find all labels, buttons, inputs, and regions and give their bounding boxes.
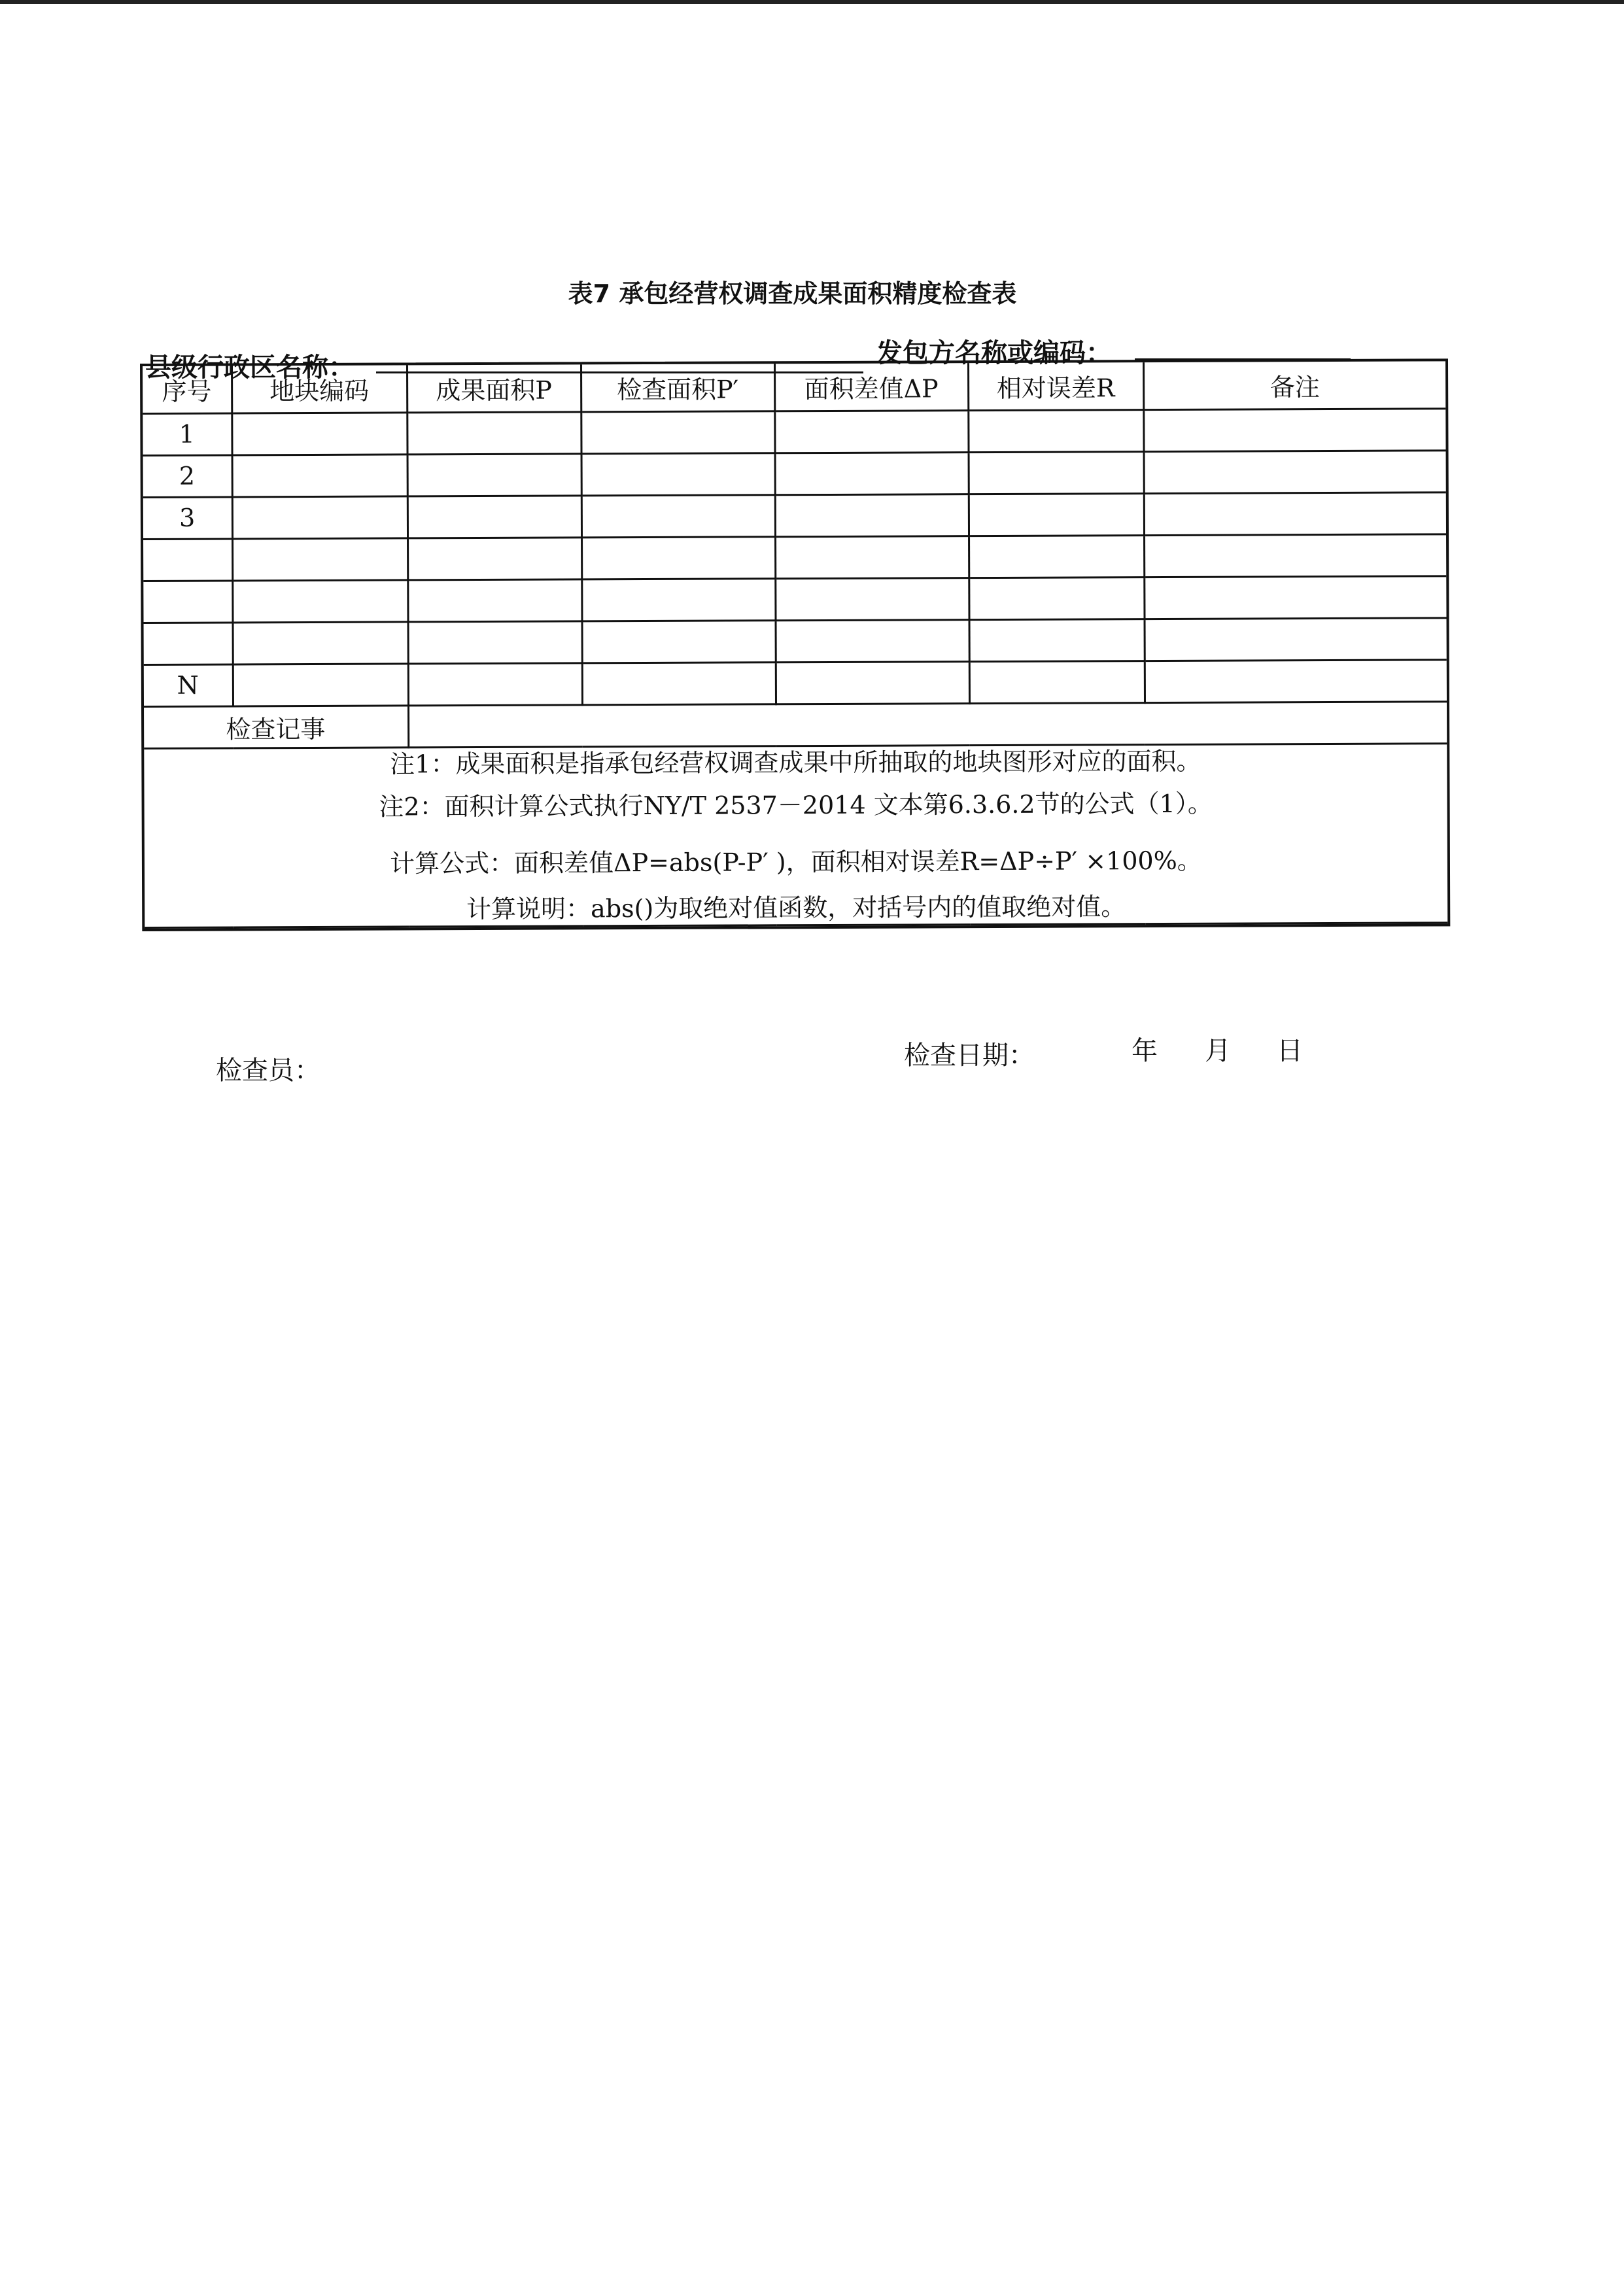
table-cell[interactable] [775, 452, 969, 494]
table-cell[interactable] [776, 661, 969, 704]
note-2: 注2：面积计算公式执行NY/T 2537－2014 文本第6.3.6.2节的公式（1）。 [379, 789, 1213, 821]
date-label: 检查日期： [904, 1041, 1035, 1071]
row-index: 1 [143, 413, 232, 455]
row-index [143, 538, 232, 581]
table-cell[interactable] [581, 494, 775, 537]
row-index: 3 [143, 496, 232, 539]
table-cell[interactable] [407, 411, 581, 454]
column-header: 检查面积P′ [581, 364, 774, 411]
table-row [144, 659, 1447, 706]
header-row [143, 361, 1445, 413]
table-cell[interactable] [582, 620, 776, 663]
row-index: N [144, 664, 233, 706]
table-cell[interactable] [1143, 408, 1445, 451]
table-cell[interactable] [233, 621, 408, 664]
table-cell[interactable] [407, 579, 581, 621]
table-cell[interactable] [775, 494, 969, 536]
table-cell[interactable] [969, 577, 1144, 619]
table-cell[interactable] [1145, 659, 1447, 702]
row-index [143, 580, 232, 623]
table-cell[interactable] [1144, 492, 1446, 535]
column-header: 成果面积P [407, 364, 581, 412]
notes-cell [144, 743, 1447, 927]
inspection-table [140, 358, 1450, 931]
record-row [144, 701, 1447, 748]
table-cell[interactable] [232, 496, 407, 538]
table-cell[interactable] [582, 662, 776, 704]
table-cell[interactable] [408, 621, 582, 663]
table-cell[interactable] [232, 412, 407, 455]
table-cell[interactable] [775, 536, 969, 578]
table-cell[interactable] [968, 409, 1143, 452]
table-cell[interactable] [774, 410, 968, 453]
column-header: 面积差值ΔP [774, 363, 968, 411]
table-cell[interactable] [581, 453, 775, 495]
table-cell[interactable] [1145, 617, 1447, 661]
table-cell[interactable] [407, 453, 581, 496]
table-cell[interactable] [775, 577, 969, 620]
table-cell[interactable] [969, 451, 1144, 494]
inspector-label: 检查员： [216, 1056, 320, 1086]
column-header: 地块编码 [232, 365, 407, 413]
issuer-label: 发包方名称或编码： [876, 338, 1112, 368]
table-cell[interactable] [581, 578, 775, 621]
table-cell[interactable] [969, 493, 1144, 536]
column-header: 相对误差R [968, 362, 1143, 410]
month-label: 月 [1205, 1036, 1231, 1066]
table-cell[interactable] [969, 535, 1144, 577]
year-label: 年 [1132, 1036, 1158, 1066]
table-cell[interactable] [408, 663, 582, 705]
scan-edge [0, 0, 1624, 4]
table-cell[interactable] [233, 663, 408, 706]
table-cell[interactable] [969, 661, 1145, 703]
note-1: 注1：成果面积是指承包经营权调查成果中所抽取的地块图形对应的面积。 [390, 746, 1201, 779]
table-cell[interactable] [1144, 534, 1446, 577]
table-cell[interactable] [407, 495, 581, 538]
table-row [143, 534, 1446, 581]
table-row [144, 617, 1447, 664]
explanation-text: 计算说明：abs()为取绝对值函数，对括号内的值取绝对值。 [466, 891, 1126, 923]
table-cell[interactable] [1144, 450, 1446, 493]
table-cell[interactable] [969, 619, 1145, 661]
record-label: 检查记事 [144, 705, 408, 748]
table-cell[interactable] [1144, 576, 1446, 619]
notes-row [144, 743, 1447, 927]
day-label: 日 [1277, 1036, 1303, 1066]
table-row [143, 408, 1445, 455]
column-header: 序号 [143, 366, 232, 413]
table-cell[interactable] [232, 538, 407, 580]
table-cell[interactable] [232, 579, 407, 622]
row-index: 2 [143, 455, 232, 497]
table-cell[interactable] [407, 537, 581, 579]
record-field[interactable] [408, 701, 1447, 747]
formula-text: 计算公式：面积差值ΔP=abs(P-P′ )，面积相对误差R=ΔP÷P′ ×100%。 [390, 846, 1202, 878]
table-cell[interactable] [581, 536, 775, 579]
table-cell[interactable] [776, 619, 969, 662]
table-row [143, 576, 1446, 623]
column-header: 备注 [1143, 361, 1445, 409]
table-row [143, 450, 1446, 497]
table-cell[interactable] [232, 454, 407, 496]
county-label: 县级行政区名称： [145, 353, 354, 383]
page-title: 表7 承包经营权调查成果面积精度检查表 [568, 279, 1017, 308]
row-index [144, 622, 233, 664]
table-row [143, 492, 1446, 539]
table-cell[interactable] [581, 411, 774, 453]
